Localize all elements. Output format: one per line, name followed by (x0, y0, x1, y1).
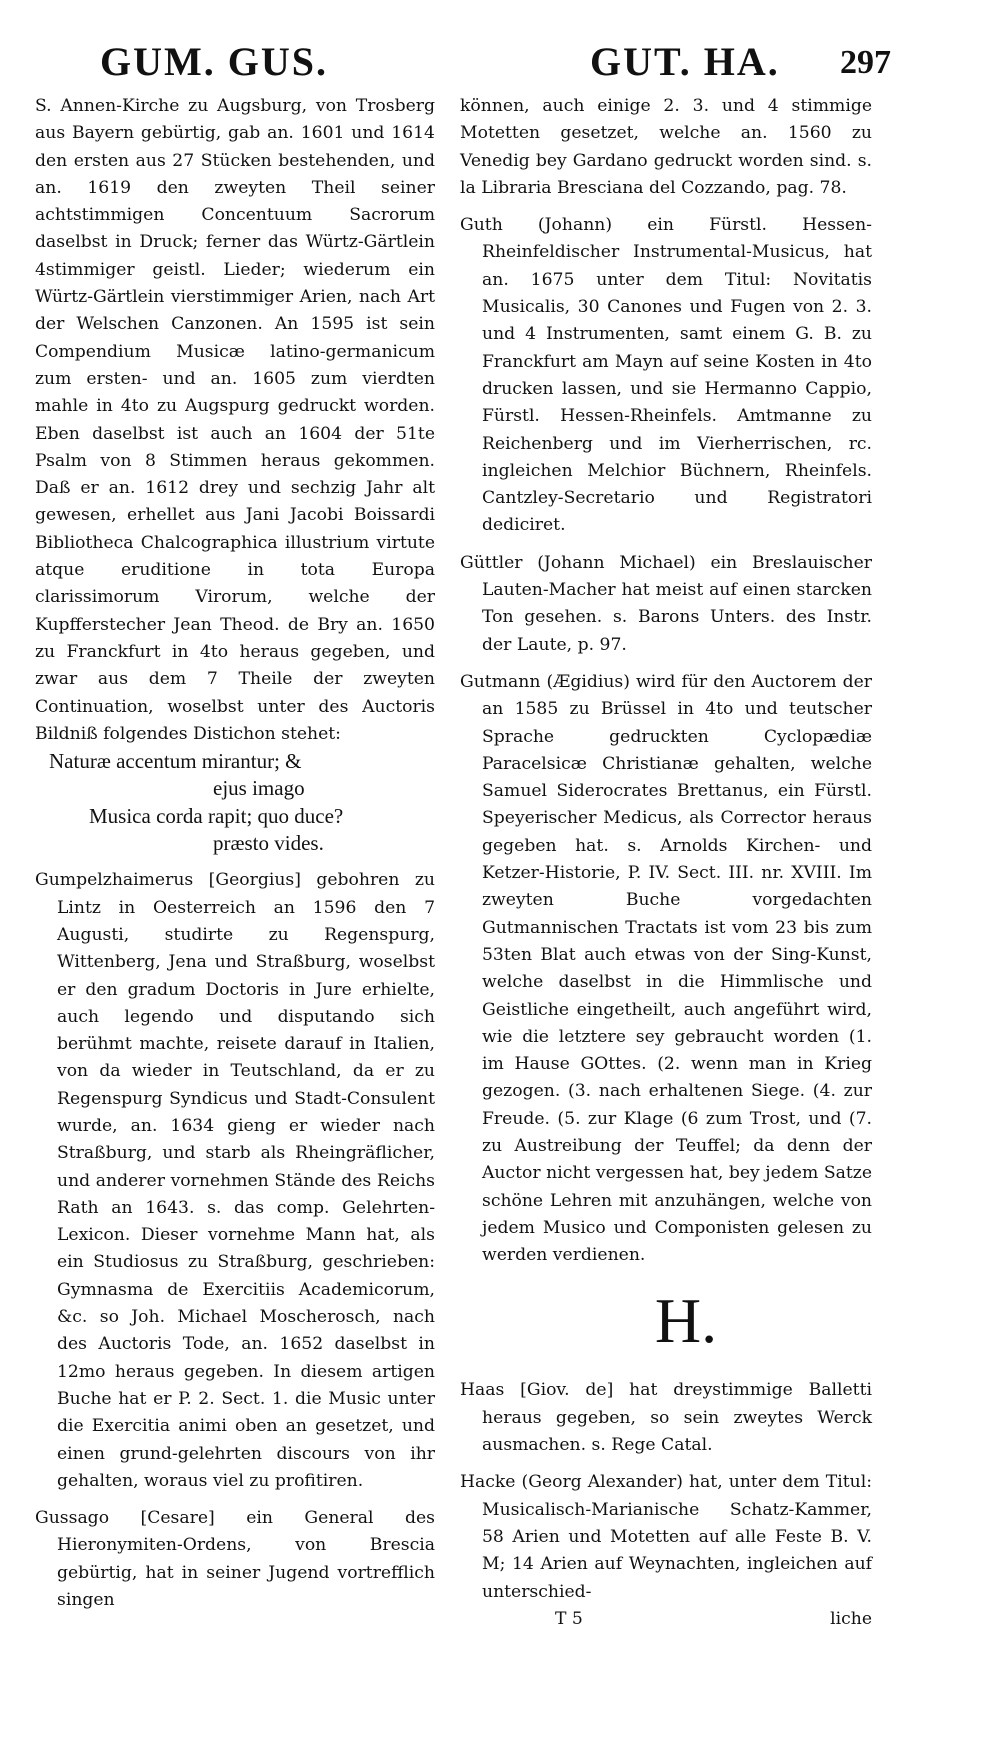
section-letter: H. (654, 1285, 718, 1357)
verse-line: præsto vides. (213, 831, 324, 856)
verse-line: Naturæ accentum mirantur; & (49, 749, 302, 774)
entry-gussago: Gussago [Cesare] ein General des Hieronymiten-Ordens, von Brescia gebürtig, hat in seiner Jugend vortrefflich singen (35, 1508, 435, 1611)
distichon (35, 748, 435, 857)
running-head-left: GUM. GUS. (100, 39, 328, 84)
catchword: liche (830, 1608, 872, 1629)
entry-guettler: Güttler (Johann Michael) ein Breslauischer Lauten-Macher hat meist auf einen starcken Ton gesehen. s. Barons Unters. des Instr. der Laute, p. 97. (460, 552, 872, 655)
running-head-right: GUT. HA. (590, 39, 780, 84)
right-column (460, 93, 872, 1633)
entry-haas: Haas [Giov. de] hat dreystimmige Balletti heraus gegeben, so sein zweytes Werck ausmachen. s. Rege Catal. (460, 1380, 872, 1456)
entry-continuation: können, auch einige 2. 3. und 4 stimmige Motetten gesetzet, welche an. 1560 zu Venedig bey Gardano gedruckt worden sind. s. la Libraria Bresciana del Cozzando, pag. 78. (460, 96, 872, 198)
entry-continuation: S. Annen-Kirche zu Augsburg, von Trosberg aus Bayern gebürtig, gab an. 1601 und 1614 den ersten aus 27 Stücken bestehenden, und an. 1619 den zweyten Theil seiner achtstimmigen Concentuum Sacrorum daselbst in Druck; ferner das Würtz-Gärtlein 4stimmiger geistl. Lieder; wiederum ein Würtz-Gärtlein vierstimmiger Arien, nach Art der Welschen Canzonen. An 1595 ist sein Compendium Musicæ latino-germanicum zum ersten- und an. 1605 zum vierdten mahle in 4to zu Augspurg gedruckt worden. Eben daselbst ist auch an 1604 der 51te Psalm von 8 Stimmen heraus gekommen. Daß er an. 1612 drey und sechzig Jahr alt gewesen, erhellet aus Jani Jacobi Boissardi Bibliotheca Chalcographica illustrium virtute atque eruditione in tota Europa clarissimorum Virorum, welche der Kupfferstecher Jean Theod. de Bry an. 1650 zu Franckfurt in 4to heraus gegeben, und zwar aus dem 7 Theile der zweyten Continuation, woselbst unter des Auctoris Bildniß folgendes Distichon stehet: (35, 96, 435, 744)
entry-hacke: Hacke (Georg Alexander) hat, unter dem Titul: Musicalisch-Marianische Schatz-Kammer, 58 Arien und Motetten auf alle Feste B. V. M; 14 Arien auf Weynachten, ingleichen auf unterschied- (460, 1472, 872, 1602)
signature-line (460, 1606, 872, 1633)
entry-guth: Guth (Johann) ein Fürstl. Hessen-Rheinfeldischer Instrumental-Musicus, hat an. 1675 unter dem Titul: Novitatis Musicalis, 30 Canones und Fugen von 2. 3. und 4 Instrumenten, samt einem G. B. zu Franckfurt am Mayn auf seine Kosten in 4to drucken lassen, und sie Hermanno Cappio, Fürstl. Hessen-Rheinfels. Amtmanne zu Reichenberg und im Vierherrischen, rc. ingleichen Melchior Büchnern, Rheinfels. Cantzley-Secretario und Registratori dediciret. (460, 215, 872, 536)
verse-line: Musica corda rapit; quo duce? (89, 803, 344, 828)
left-column (35, 93, 435, 1614)
signature-mark: T 5 (555, 1608, 583, 1629)
verse-line: ejus imago (213, 776, 305, 801)
entry-gumpelzhaimerus: Gumpelzhaimerus [Georgius] gebohren zu Lintz in Oesterreich an 1596 den 7 Augusti, studirte zu Regenspurg, Wittenberg, Jena und Straßburg, woselbst er den gradum Doctoris in Jure erhielte, auch legendo und disputando sich berühmt machte, reisete darauf in Italien, von da wieder in Teutschland, da er zu Regenspurg Syndicus und Stadt-Consulent wurde, an. 1634 gieng er wieder nach Straßburg, und starb als Rheingräflicher, und anderer vornehmen Stände des Reichs Rath an 1643. s. das comp. Gelehrten-Lexicon. Dieser vornehme Mann hat, als ein Studiosus zu Straßburg, geschrieben: Gymnasma de Exercitiis Academicorum, &c. so Joh. Michael Moscherosch, nach des Auctoris Tode, an. 1652 daselbst in 12mo heraus gegeben. In diesem artigen Buche hat er P. 2. Sect. 1. die Music unter die Exercitia animi oben an gesetzet, und einen grund-gelehrten discours von ihr gehalten, woraus viel zu profitiren. (35, 870, 435, 1491)
entry-gutmann: Gutmann (Ægidius) wird für den Auctorem der an 1585 zu Brüssel in 4to und teutscher Sprache gedruckten Cyclopædiæ Paracelsicæ Christianæ gehalten, welche Samuel Siderocrates Brettanus, ein Fürstl. Speyerischer Medicus, als Corrector heraus gegeben hat. s. Arnolds Kirchen- und Ketzer-Historie, P. IV. Sect. III. nr. XVIII. Im zweyten Buche vorgedachten Gutmannischen Tractats ist vom 23 bis zum 53ten Blat auch etwas von der Sing-Kunst, welche daselbst in die Himmlische und Geistliche eingetheilt, auch angeführt wird, wie die letztere sey gebraucht worden (1. im Hause GOttes. (2. wenn man in Krieg gezogen. (3. nach erhaltenen Siege. (4. zur Freude. (5. zur Klage (6 zum Trost, und (7. zu Austreibung der Teuffel; da denn der Auctor nicht vergessen hat, bey jedem Satze schöne Lehren mit anzuhängen, welche von jedem Musico und Componisten gelesen zu werden verdienen. (460, 671, 872, 1266)
page-number: 297 (840, 44, 891, 81)
